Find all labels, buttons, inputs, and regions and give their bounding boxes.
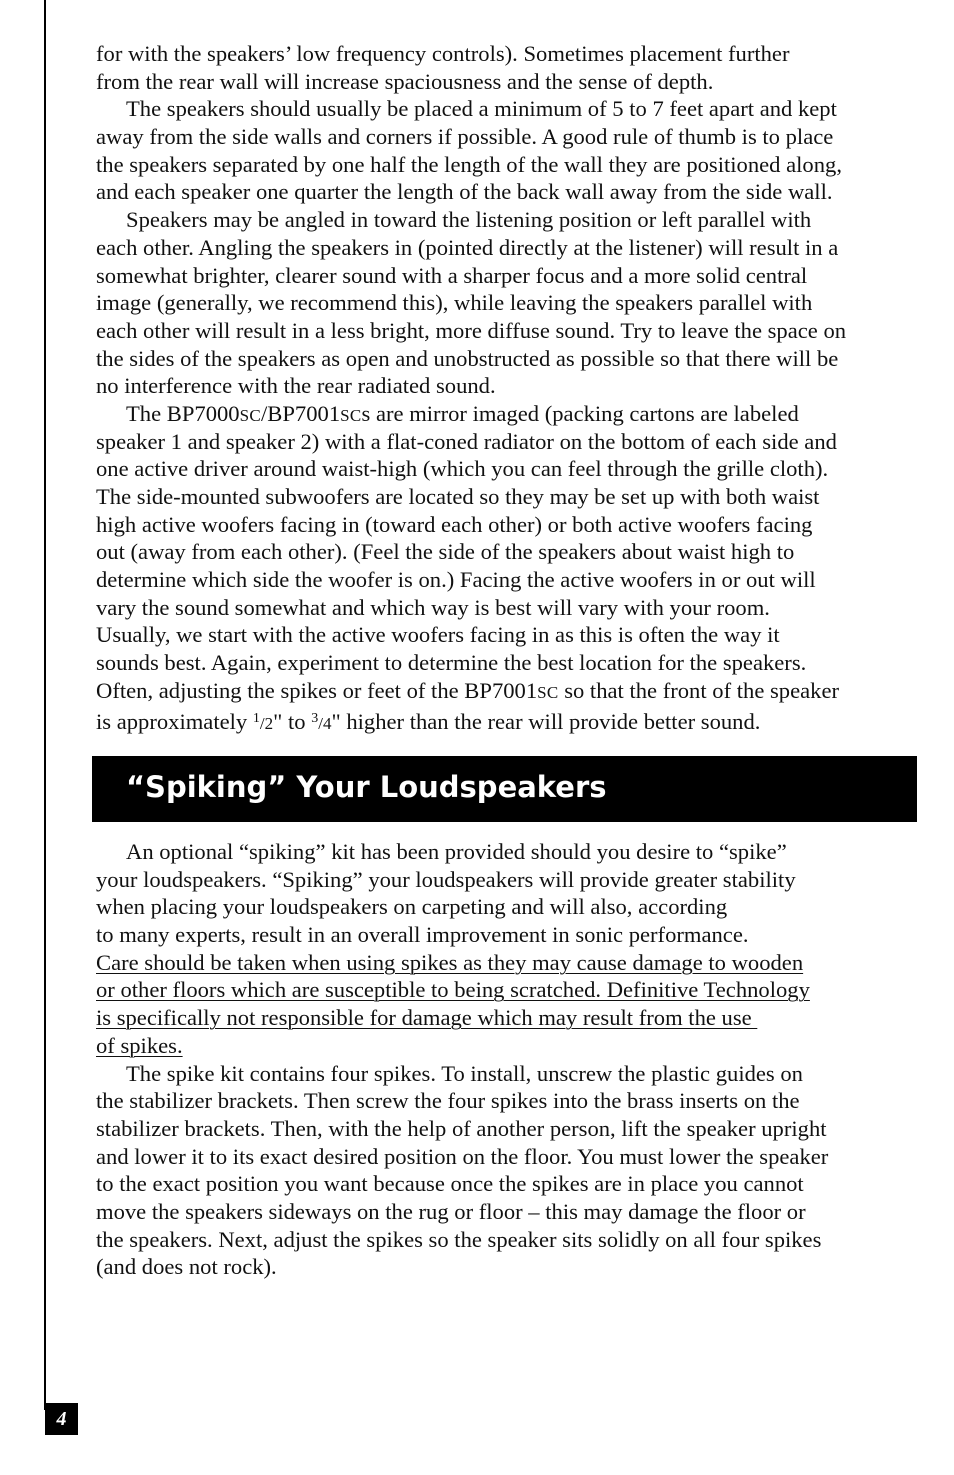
page-number: 4 [45,1403,78,1435]
body-line: An optional “spiking” kit has been provided should you desire to “spike” [126,839,787,864]
warning-line [96,1004,916,1032]
model-suffix: SC [537,682,559,702]
body-line: and each speaker one quarter the length of the back wall away from the side wall. [96,179,833,205]
body-line: stabilizer brackets. Then, with the help of another person, lift the speaker upright [96,1115,827,1141]
warning-text: is specifically not responsible for damage which may result from the use [96,1005,758,1031]
body-line: Usually, we start with the active woofers facing in as this is often the way it [96,622,780,648]
body-line: each other will result in a less bright, more diffuse sound. Try to leave the space on [96,317,847,343]
section-heading: “Spiking” Your Loudspeakers [126,770,607,804]
warning-text: or other floors which are susceptible to being scratched. Definitive Technology [96,977,810,1003]
fraction-numerator: 1 [252,710,260,726]
body-line: high active woofers facing in (toward each other) or both active woofers facing [96,511,813,537]
body-line: your loudspeakers. “Spiking” your loudspeakers will provide greater stability [96,866,796,892]
body-line: for with the speakers’ low frequency controls). Sometimes placement further [96,41,790,66]
body-line: determine which side the woofer is on.) Facing the active woofers in or out will [96,567,816,593]
body-line: vary the sound somewhat and which way is best will vary with your room. [96,594,770,620]
body-line: speaker 1 and speaker 2) with a flat-coned radiator on the bottom of each side and [96,428,837,454]
body-line: the stabilizer brackets. Then screw the four spikes into the brass inserts on the [96,1088,800,1114]
body-line: The speakers should usually be placed a minimum of 5 to 7 feet apart and kept [126,96,837,122]
text-run: /BP7001 [261,400,341,426]
model-suffix: SC [239,405,262,425]
body-line: from the rear wall will increase spaciousness and the sense of depth. [96,68,714,94]
height-fraction-line [96,705,916,733]
text-run: is approximately [96,708,253,734]
body-line: one active driver around waist-high (which you can feel through the grille cloth). [96,456,829,482]
body-line: the speakers separated by one half the length of the wall they are positioned along, [96,151,842,177]
body-line: The side-mounted subwoofers are located so they may be set up with both waist [96,484,820,509]
body-line: the sides of the speakers as open and unobstructed as possible so that there will be [96,345,839,371]
warning-line [96,1032,916,1060]
spikes-adjust-line [96,677,916,705]
body-line: sounds best. Again, experiment to determine the best location for the speakers. [96,650,807,676]
body-line: out (away from each other). (Feel the side of the speakers about waist high to [96,539,795,565]
body-line: move the speakers sideways on the rug or floor – this may damage the floor or [96,1198,806,1224]
body-line: Speakers may be angled in toward the listening position or left parallel with [126,207,812,233]
text-run: Often, adjusting the spikes or feet of the BP7001 [96,677,538,703]
text-run: The BP7000 [126,400,240,426]
body-line: to many experts, result in an overall improvement in sonic performance. [96,922,749,948]
spiking-section [96,838,916,1281]
body-line: image (generally, we recommend this), while leaving the speakers parallel with [96,290,813,316]
fraction-numerator: 3 [311,710,319,726]
body-line: no interference with the rear radiated sound. [96,373,496,399]
text-run: " to [273,708,312,734]
page-margin-rule [44,0,46,1410]
warning-line [96,976,916,1004]
mirror-image-line [96,400,916,428]
body-line: and lower it to its exact desired position on the floor. You must lower the speaker [96,1143,829,1169]
body-line: The spike kit contains four spikes. To install, unscrew the plastic guides on [126,1060,803,1086]
body-line: away from the side walls and corners if possible. A good rule of thumb is to place [96,124,834,150]
text-run: " higher than the rear will provide better sound. [331,708,761,734]
body-line: to the exact position you want because once the spikes are in place you cannot [96,1171,804,1197]
body-line: the speakers. Next, adjust the spikes so the speaker sits solidly on all four spikes [96,1226,822,1252]
warning-text: of spikes. [96,1032,183,1058]
body-line: (and does not rock). [96,1254,277,1280]
warning-line [96,949,916,977]
body-line: somewhat brighter, clearer sound with a sharper focus and a more solid central [96,262,808,288]
body-line: each other. Angling the speakers in (pointed directly at the listener) will result in a [96,234,839,260]
text-run: so that the front of the speaker [558,677,839,703]
fraction-denominator: /2 [259,713,274,733]
fraction-denominator: /4 [318,713,332,733]
section-heading-bar [92,756,917,822]
placement-section [96,40,916,732]
text-run: s are mirror imaged (packing cartons are labeled [361,400,799,426]
warning-text: Care should be taken when using spikes as they may cause damage to wooden [96,949,804,975]
model-suffix: SC [340,405,362,425]
body-line: when placing your loudspeakers on carpeting and will also, according [96,894,728,920]
